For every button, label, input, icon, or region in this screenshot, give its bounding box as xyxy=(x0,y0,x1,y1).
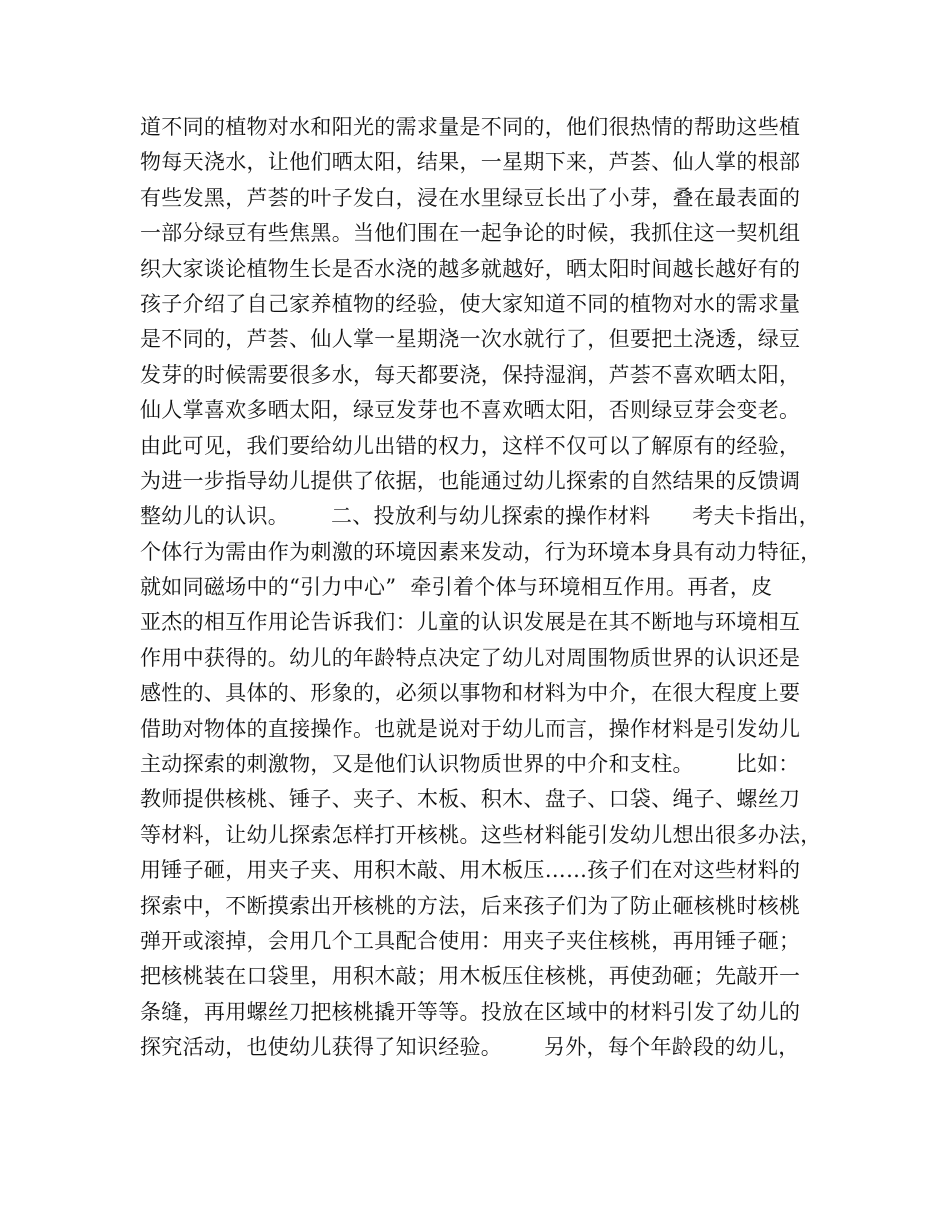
text-line: 主动探索的刺激物，又是他们认识物质世界的中介和支柱。 比如： xyxy=(140,752,800,777)
text-line: 由此可见，我们要给幼儿出错的权力，这样不仅可以了解原有的经验， xyxy=(140,433,801,458)
text-line: 物每天浇水，让他们晒太阳，结果，一星期下来，芦荟、仙人掌的根部 xyxy=(140,150,801,175)
text-line: 是不同的，芦荟、仙人掌一星期浇一次水就行了，但要把土浇透，绿豆 xyxy=(140,327,801,352)
text-line: 个体行为需由作为刺激的环境因素来发动，行为环境本身具有动力特征， xyxy=(140,539,822,564)
text-line: 把核桃装在口袋里，用积木敲；用木板压住核桃，再使劲砸；先敲开一 xyxy=(140,964,801,989)
text-line: 等材料，让幼儿探索怎样打开核桃。这些材料能引发幼儿想出很多办法， xyxy=(140,822,822,847)
text-line: 亚杰的相互作用论告诉我们：儿童的认识发展是在其不断地与环境相互 xyxy=(140,610,801,635)
text-line: 借助对物体的直接操作。也就是说对于幼儿而言，操作材料是引发幼儿 xyxy=(140,716,801,741)
text-line: 有些发黑，芦荟的叶子发白，浸在水里绿豆长出了小芽，叠在最表面的 xyxy=(140,185,801,210)
text-line: 发芽的时候需要很多水，每天都要浇，保持湿润，芦荟不喜欢晒太阳， xyxy=(140,362,801,387)
text-line: 一部分绿豆有些焦黑。当他们围在一起争论的时候，我抓住这一契机组 xyxy=(140,221,801,246)
text-line: 织大家谈论植物生长是否水浇的越多就越好，晒太阳时间越长越好有的 xyxy=(140,256,801,281)
text-line: 探究活动，也使幼儿获得了知识经验。 另外，每个年龄段的幼儿， xyxy=(140,1035,800,1060)
text-line: 感性的、具体的、形象的，必须以事物和材料为中介，在很大程度上要 xyxy=(140,681,801,706)
text-line: 用锤子砸，用夹子夹、用积木敲、用木板压……孩子们在对这些材料的 xyxy=(140,858,801,883)
text-line: 条缝，再用螺丝刀把核桃撬开等等。投放在区域中的材料引发了幼儿的 xyxy=(140,999,801,1024)
body-text xyxy=(140,110,830,1066)
text-line: 整幼儿的认识。 二、投放利与幼儿探索的操作材料 考夫卡指出， xyxy=(140,504,821,529)
text-line: 教师提供核桃、锤子、夹子、木板、积木、盘子、口袋、绳子、螺丝刀 xyxy=(140,787,801,812)
text-line: 道不同的植物对水和阳光的需求量是不同的，他们很热情的帮助这些植 xyxy=(140,115,801,139)
text-line: 孩子介绍了自己家养植物的经验，使大家知道不同的植物对水的需求量 xyxy=(140,291,801,316)
text-line: 弹开或滚掉，会用几个工具配合使用：用夹子夹住核桃，再用锤子砸； xyxy=(140,928,801,953)
text-line: 作用中获得的。幼儿的年龄特点决定了幼儿对周围物质世界的认识还是 xyxy=(140,645,801,670)
text-line: 探索中，不断摸索出开核桃的方法，后来孩子们为了防止砸核桃时核桃 xyxy=(140,893,801,918)
text-line: 仙人掌喜欢多晒太阳，绿豆发芽也不喜欢晒太阳，否则绿豆芽会变老。 xyxy=(140,398,801,423)
text-line: 就如同磁场中的“引力中心” 牵引着个体与环境相互作用。再者，皮 xyxy=(140,575,773,600)
text-line: 为进一步指导幼儿提供了依据，也能通过幼儿探索的自然结果的反馈调 xyxy=(140,468,801,493)
